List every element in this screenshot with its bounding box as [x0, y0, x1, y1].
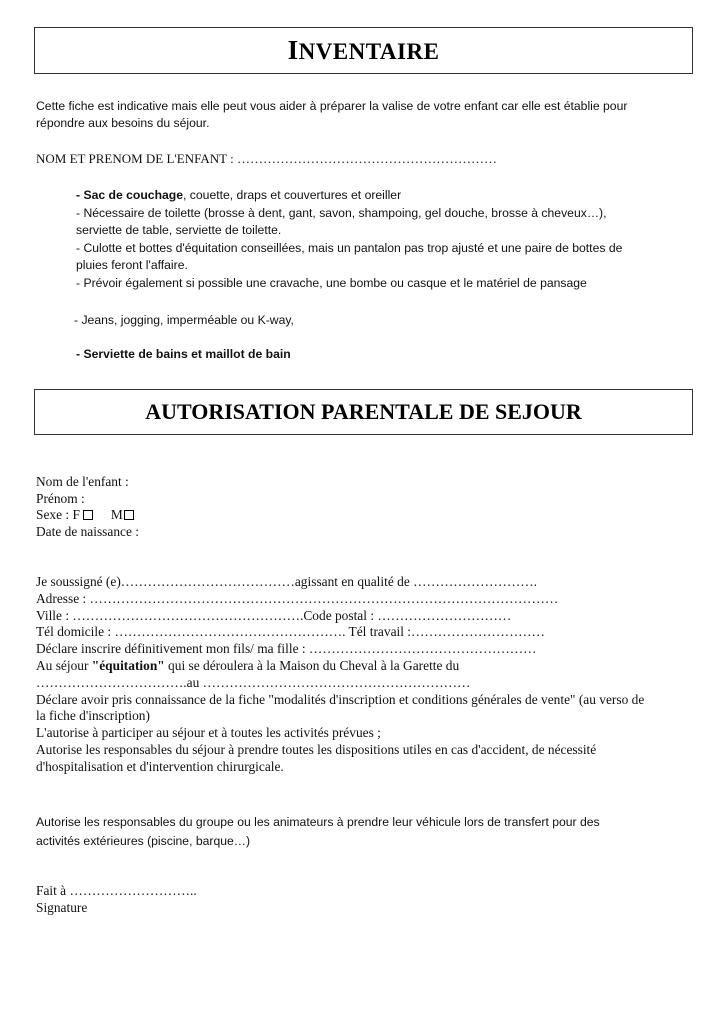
adresse-line: Adresse : …………………………………………………………………………………………… [36, 590, 559, 606]
inventaire-title: INVENTAIRE [287, 35, 440, 65]
autorisation-title: AUTORISATION PARENTALE DE SEJOUR [145, 399, 582, 424]
telephone-line: Tél domicile : ……………………………………………. Tél travail :………………………… [36, 624, 545, 640]
declare-line: Déclare inscrire définitivement mon fils/ ma fille : …………………………………………… [36, 641, 537, 657]
signature-area [36, 883, 197, 916]
inventory-list [76, 187, 622, 292]
sexe-m-checkbox[interactable] [124, 510, 134, 520]
conditions-line: Déclare avoir pris connaissance de la fiche "modalités d'inscription et conditions générales de vente" (au verso de [36, 691, 645, 707]
soussigne-line: Je soussigné (e)…………………………………agissant en qualité de ………………………. [36, 574, 537, 589]
intro-line: répondre aux besoins du séjour. [36, 115, 210, 130]
list-item: - Prévoir également si possible une cravache, une bombe ou casque et le matériel de pansage [76, 275, 587, 290]
conditions-line: la fiche d'inscription) [36, 708, 150, 724]
sexe-row: Sexe : F M [36, 507, 139, 524]
fait-a-line: Fait à ……………………….. [36, 883, 197, 898]
list-item: - Nécessaire de toilette (brosse à dent, gant, savon, shampoing, gel douche, brosse à cheveux…), [76, 205, 607, 220]
sexe-f-checkbox[interactable] [83, 510, 93, 520]
ville-line: Ville : …………………………………………….Code postal : ………………………… [36, 607, 512, 623]
nom-prenom-field: NOM ET PRENOM DE L'ENFANT : …………………………………………………… [36, 151, 497, 166]
sejour-line: Au séjour "équitation" qui se déroulera à la Maison du Cheval à la Garette du [36, 657, 460, 673]
parent-declaration [36, 574, 644, 776]
autorise-line: L'autorise à participer au séjour et à toutes les activités prévues ; [36, 725, 381, 741]
transfert-authorization: Autorise les responsables du groupe ou les animateurs à prendre leur véhicule lors de transfert pour des activités extérieures (piscine, barque…) [36, 815, 600, 848]
list-item-cont: pluies feront l'affaire. [76, 258, 188, 272]
inventaire-intro [36, 98, 627, 131]
autorise-line: d'hospitalisation et d'intervention chirurgicale. [36, 758, 284, 774]
autorisation-title-box [34, 389, 693, 435]
signature-label: Signature [36, 899, 88, 915]
prenom-label: Prénom : [36, 490, 85, 506]
intro-line: Cette fiche est indicative mais elle peut vous aider à préparer la valise de votre enfant car elle est établie pour [36, 99, 628, 113]
autorise-line: Autorise les responsables du séjour à prendre toutes les dispositions utiles en cas d'accident, de nécessité [36, 741, 597, 757]
inventaire-title-box [34, 27, 693, 74]
list-item-cont: serviette de table, serviette de toilette. [76, 223, 282, 237]
list-item: - Culotte et bottes d'équitation conseillées, mais un pantalon pas trop ajusté et une paire de bottes de [76, 240, 623, 255]
list-item: - Jeans, jogging, imperméable ou K-way, [74, 313, 294, 327]
dates-line: …………………………….au …………………………………………………… [36, 674, 471, 690]
nom-enfant-label: Nom de l'enfant : [36, 474, 129, 489]
date-naissance-label: Date de naissance : [36, 523, 139, 539]
list-item: - Serviette de bains et maillot de bain [76, 347, 291, 361]
list-item: - Sac de couchage, couette, draps et couvertures et oreiller [76, 188, 402, 202]
child-identity [36, 474, 139, 540]
